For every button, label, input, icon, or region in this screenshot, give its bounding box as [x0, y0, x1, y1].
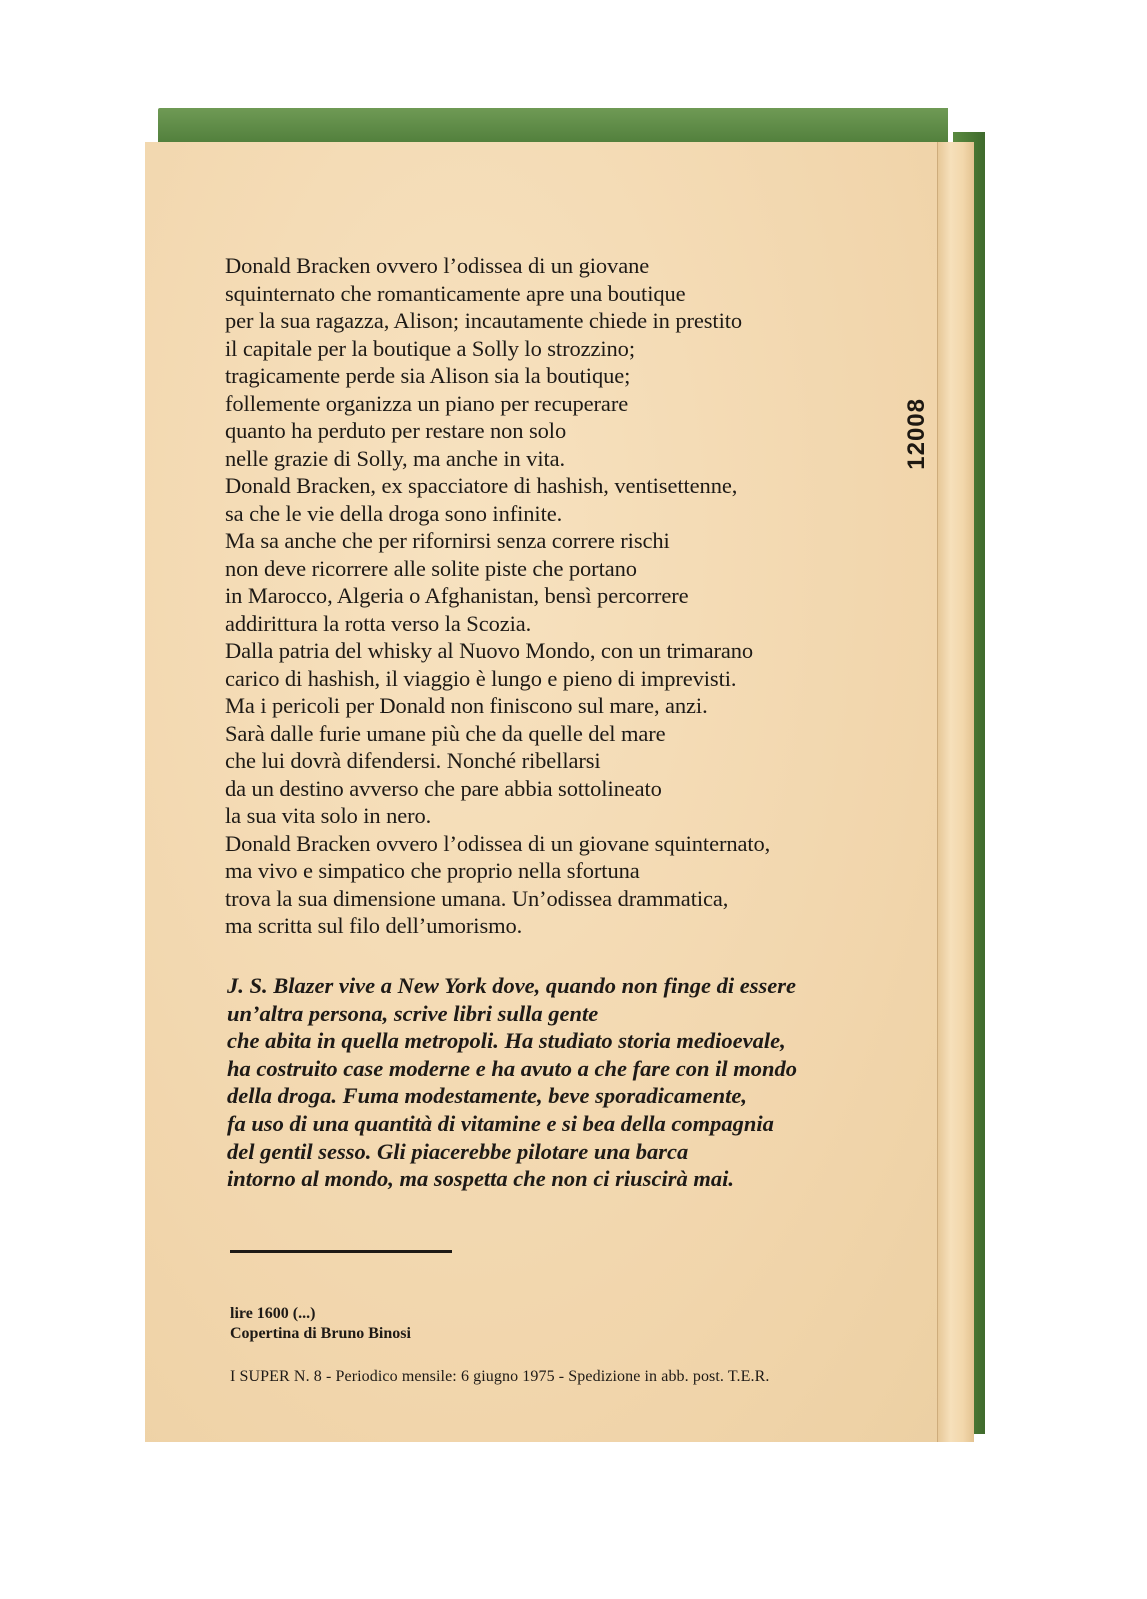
- synopsis-line: tragicamente perde sia Alison sia la boutique;: [225, 363, 631, 388]
- author-bio-line: fa uso di una quantità di vitamine e si bea della compagnia: [227, 1110, 774, 1136]
- synopsis-line: Ma sa anche che per rifornirsi senza correre rischi: [225, 528, 670, 553]
- synopsis-line: nelle grazie di Solly, ma anche in vita.: [225, 445, 566, 471]
- synopsis-line: quanto ha perduto per restare non solo: [225, 418, 567, 443]
- synopsis-line: ma vivo e simpatico che proprio nella sfortuna: [225, 858, 640, 883]
- synopsis-line: Donald Bracken ovvero l’odissea di un giovane squinternato,: [225, 830, 771, 856]
- author-bio-line: un’altra persona, scrive libri sulla gente: [227, 1000, 599, 1026]
- synopsis-line: carico di hashish, il viaggio è lungo e pieno di imprevisti.: [225, 665, 737, 691]
- synopsis-line: squinternato che romanticamente apre una boutique: [225, 280, 686, 306]
- back-cover-panel: [145, 142, 945, 1442]
- synopsis-line: ma scritta sul filo dell’umorismo.: [225, 913, 523, 938]
- cover-credit: Copertina di Bruno Binosi: [230, 1325, 411, 1342]
- author-bio-line: ha costruito case moderne e ha avuto a che fare con il mondo: [227, 1055, 797, 1081]
- author-bio-line: del gentil sesso. Gli piacerebbe pilotare una barca: [227, 1138, 689, 1164]
- divider-rule: [230, 1250, 452, 1253]
- synopsis-line: Donald Bracken ovvero l’odissea di un giovane: [225, 253, 650, 278]
- synopsis-line: non deve ricorrere alle solite piste che portano: [225, 555, 637, 581]
- synopsis-line: addirittura la rotta verso la Scozia.: [225, 610, 532, 636]
- synopsis-line: follemente organizza un piano per recuperare: [225, 390, 629, 416]
- synopsis-line: Donald Bracken, ex spacciatore di hashish, ventisettenne,: [225, 473, 738, 498]
- author-bio-line: della droga. Fuma modestamente, beve sporadicamente,: [227, 1083, 747, 1109]
- synopsis-line: la sua vita solo in nero.: [225, 803, 432, 828]
- publication-footer: I SUPER N. 8 - Periodico mensile: 6 giugno 1975 - Spedizione in abb. post. T.E.R.: [230, 1368, 770, 1385]
- credits: [230, 1304, 411, 1344]
- synopsis-text: [225, 252, 915, 940]
- spine-code-area: [903, 398, 933, 478]
- author-bio-line: intorno al mondo, ma sospetta che non ci riuscirà mai.: [227, 1166, 734, 1192]
- synopsis-line: da un destino avverso che pare abbia sottolineato: [225, 775, 662, 801]
- synopsis-line: il capitale per la boutique a Solly lo strozzino;: [225, 335, 635, 361]
- synopsis-line: Sarà dalle furie umane più che da quelle del mare: [225, 720, 666, 746]
- synopsis-line: sa che le vie della droga sono infinite.: [225, 500, 563, 526]
- book-top-edge: [158, 108, 948, 146]
- synopsis-line: che lui dovrà difendersi. Nonché ribellarsi: [225, 748, 601, 773]
- synopsis-line: Dalla patria del whisky al Nuovo Mondo, con un trimarano: [225, 638, 754, 663]
- price-label: lire 1600 (...): [230, 1305, 316, 1322]
- book-back-cover: [145, 108, 1005, 1443]
- spine-fold: [937, 142, 974, 1442]
- spine-code: 12008: [903, 398, 930, 470]
- synopsis-line: Ma i pericoli per Donald non finiscono sul mare, anzi.: [225, 693, 708, 718]
- synopsis-line: trova la sua dimensione umana. Un’odissea drammatica,: [225, 885, 729, 911]
- synopsis-line: per la sua ragazza, Alison; incautamente chiede in prestito: [225, 308, 743, 333]
- author-bio-line: che abita in quella metropoli. Ha studiato storia medioevale,: [227, 1028, 786, 1054]
- author-bio: [227, 972, 927, 1193]
- synopsis-line: in Marocco, Algeria o Afghanistan, bensì percorrere: [225, 583, 689, 608]
- author-bio-line: J. S. Blazer vive a New York dove, quando non finge di essere: [227, 973, 796, 998]
